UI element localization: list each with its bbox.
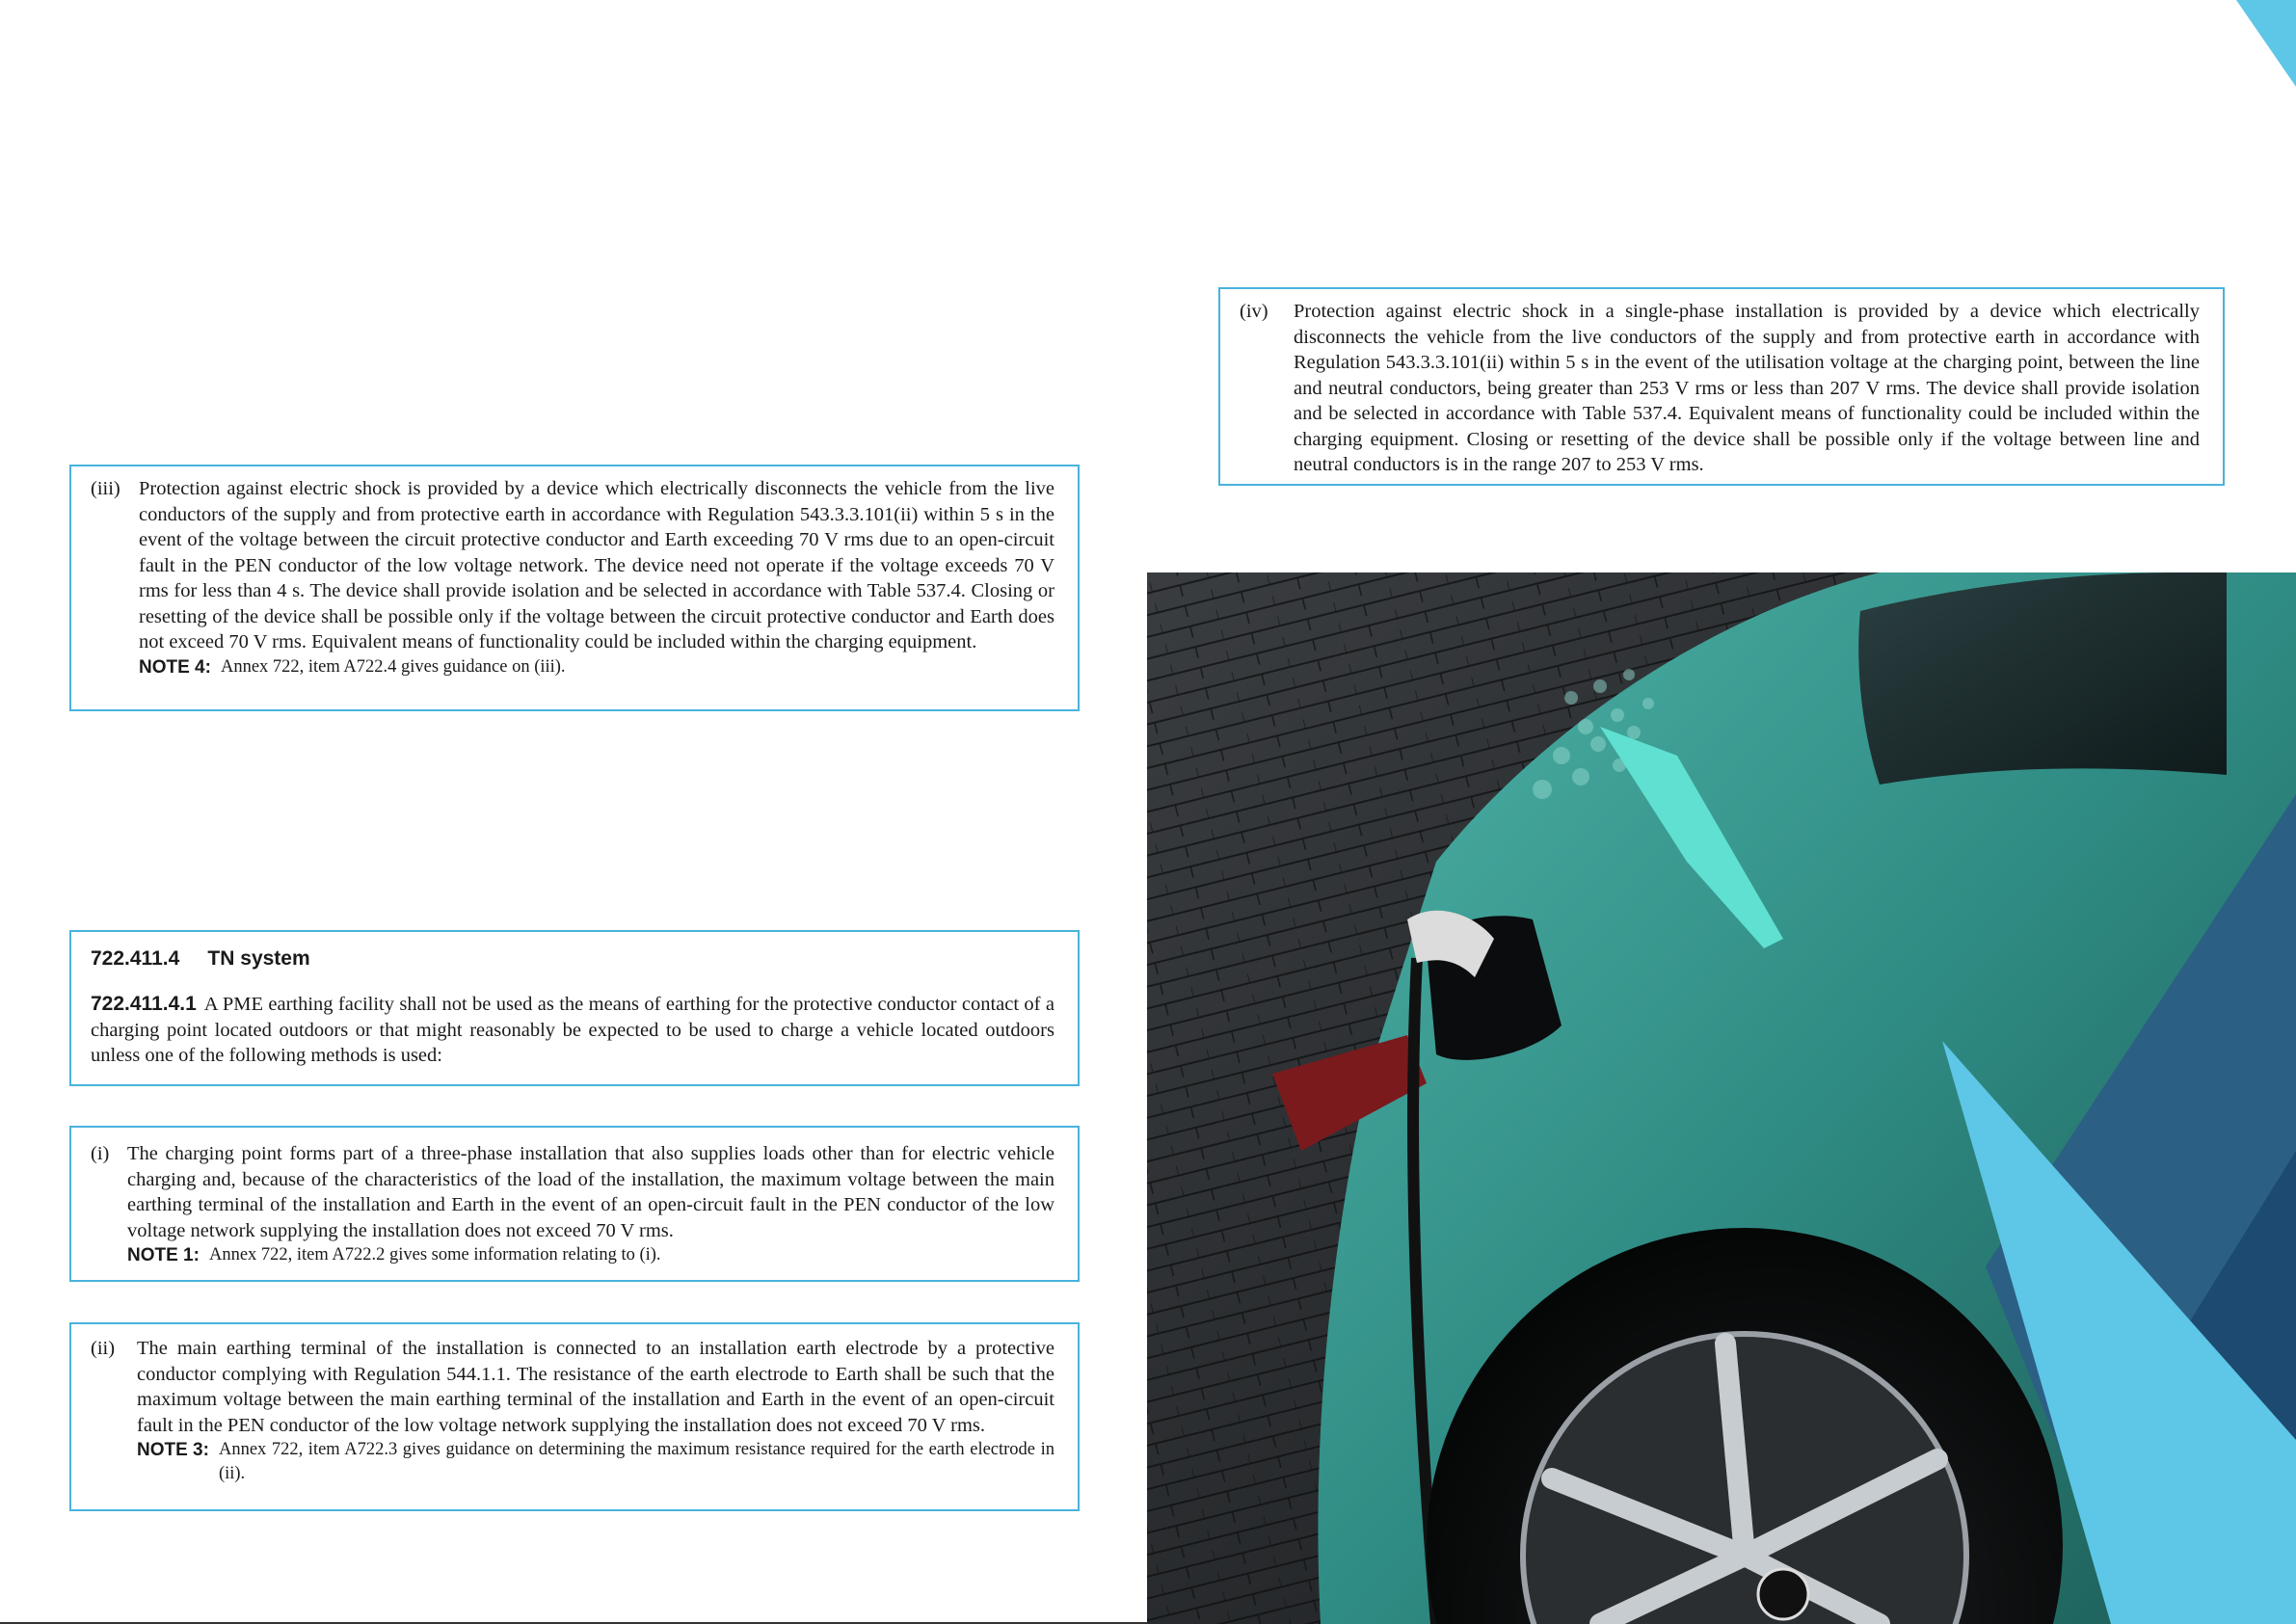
box-tn-system <box>69 930 1080 1086</box>
box-item-ii <box>69 1322 1080 1511</box>
item-iv <box>1240 299 2200 478</box>
car-window <box>1858 572 2227 785</box>
section-paragraph <box>91 992 1055 1069</box>
box-item-iv <box>1218 287 2225 486</box>
item-text: The charging point forms part of a three-phase installation that also supplies loads other than for electric vehicle charging and, because of the characteristics of the load of the installation, the maximum voltage between the main earthing terminal of the installation and Earth in the event of an open-circuit fault in the PEN conductor of the low voltage network supplying the installation does not exceed 70 V rms. <box>127 1143 1055 1241</box>
item-number: (ii) <box>91 1338 116 1359</box>
box-item-iii <box>69 465 1080 711</box>
subsection-text: A PME earthing facility shall not be used as the means of earthing for the protective conductor contact of a charging point located outdoors or that might reasonably be expected to be used to charge a vehicle located outdoors unless one of the following methods is used: <box>91 994 1055 1066</box>
wheel-hub-logo <box>1758 1569 1808 1619</box>
subsection-number: 722.411.4.1 <box>91 993 197 1015</box>
item-i <box>91 1141 1055 1243</box>
item-number: (iv) <box>1240 301 1268 322</box>
item-number: (iii) <box>91 478 120 499</box>
item-iii <box>91 476 1055 655</box>
note-text: Annex 722, item A722.3 gives guidance on determining the maximum resistance required for the earth electrode in (ii). <box>218 1440 1055 1483</box>
item-ii <box>91 1336 1055 1438</box>
section-heading: 722.411.4 TN system <box>91 947 310 970</box>
note-3 <box>137 1438 1055 1486</box>
corner-accent-top <box>2227 0 2296 96</box>
item-text: Protection against electric shock in a single-phase installation is provided by a device which electrically disconnects the vehicle from the live conductors of the supply and from protective earth in accordance with Regulation 543.3.3.101(ii) within 5 s in the event of the utilisation voltage at the charging point, between the line and neutral conductors, being greater than 253 V rms or less than 207 V rms. The device shall provide isolation and be selected in accordance with Table 537.4. Equivalent means of functionality could be included within the charging equipment. Closing or resetting of the device shall be possible only if the voltage between line and neutral conductors is in the range 207 to 253 V rms. <box>1294 301 2200 475</box>
note-label: NOTE 3: <box>137 1440 209 1460</box>
note-label: NOTE 4: <box>139 656 211 678</box>
charging-photo-illustration <box>1147 572 2296 1624</box>
box-item-i <box>69 1126 1080 1282</box>
note-4 <box>139 655 1055 679</box>
note-1 <box>127 1243 1055 1267</box>
item-text: Protection against electric shock is provided by a device which electrically disconnects the vehicle from the live conductors of the supply and from protective earth in accordance with Regulation 543.3.3.101(ii) within 5 s in the event of the voltage between the circuit protective conductor and Earth exceeding 70 V rms due to an open-circuit fault in the PEN conductor of the low voltage network. The device need not operate if the voltage exceeds 70 V rms for less than 4 s. The device shall provide isolation and be selected in accordance with Table 537.4. Closing or resetting of the device shall be possible only if the voltage between the circuit protective conductor and Earth does not exceed 70 V rms. Equivalent means of functionality could be included within the charging equipment. <box>139 478 1055 652</box>
note-text: Annex 722, item A722.2 gives some information relating to (i). <box>208 1245 661 1265</box>
electric-vehicle-charging-photo <box>1147 572 2296 1624</box>
note-label: NOTE 1: <box>127 1245 200 1265</box>
item-text: The main earthing terminal of the installation is connected to an installation earth electrode by a protective conductor complying with Regulation 544.1.1. The resistance of the earth electrode to Earth shall be such that the maximum voltage between the main earthing terminal of the installation and Earth in the event of an open-circuit fault in the PEN conductor of the low voltage network supplying the installation does not exceed 70 V rms. <box>137 1338 1055 1436</box>
note-text: Annex 722, item A722.4 gives guidance on (iii). <box>220 656 566 677</box>
item-number: (i) <box>91 1143 110 1164</box>
